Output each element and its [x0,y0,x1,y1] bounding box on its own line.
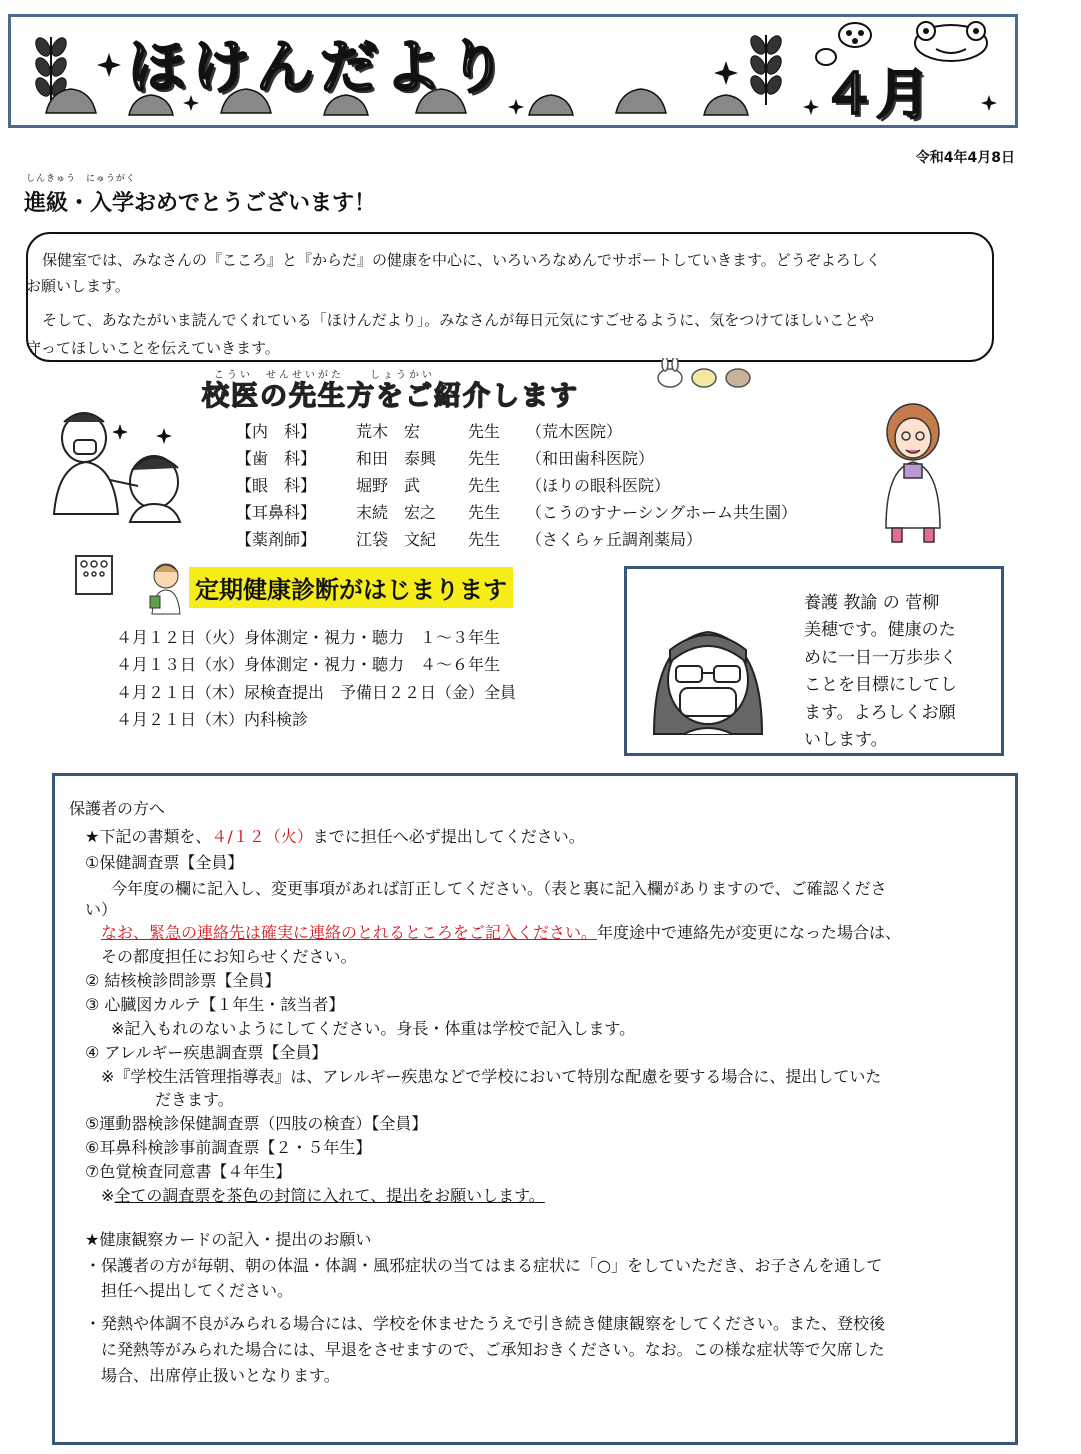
contact-change-note: 年度途中で連絡先が変更になった場合は、 [597,923,902,942]
doc-item-1-note: その都度担任にお知らせください。 [101,947,357,966]
doc-item-4: ④ アレルギー疾患調査票【全員】 [85,1043,328,1062]
doctor-honorific: 先生 [468,422,501,441]
issue-date: 令和4年4月8日 [915,150,1015,166]
doc-item-3: ③ 心臓図カルテ【１年生・該当者】 [85,995,345,1014]
doctor-name: 末続 宏之 [356,503,437,522]
doc-item-1-emergency [101,920,901,943]
intro-box [26,232,994,362]
doctor-name: 和田 泰興 [356,449,437,468]
doc-item-1-note: 今年度の欄に記入し、変更事項があれば訂正してください。（表と裏に記入欄がありますので、ご確認くださ [111,879,887,898]
nurse-icon [868,398,958,548]
doctor-honorific: 先生 [468,530,501,549]
card-heading: ★健康観察カードの記入・提出のお願い [85,1230,372,1249]
doctor-dept: 【耳鼻科】 [236,503,317,522]
doctor-name: 江袋 文紀 [356,530,437,549]
checkup-row: ４月２１日（木）尿検査提出 予備日２２日（金）全員 [116,683,517,702]
card-note: に発熱等がみられた場合には、早退をさせますので、ご承知おきください。なお。この様な症状等で欠席した [101,1340,885,1359]
doctor-clinic: （さくらヶ丘調剤薬局） [526,530,703,549]
doctor-title-ruby: こうい せんせいがた しょうかい [214,370,435,381]
teacher-icon [648,610,770,738]
checkup-row: ４月１３日（水）身体測定・視力・聴力 ４～６年生 [116,655,501,674]
doc-item-7: ⑦色覚検査同意書【４年生】 [85,1162,292,1181]
intro-line: そして、あなたがいま読んでくれている「ほけんだより」。みなさんが毎日元気にすごせるように、気をつけてほしいことや [42,311,875,329]
intro-line: 保健室では、みなさんの『こころ』と『からだ』の健康を中心に、いろいろなめんでサポートしていきます。どうぞよろしく [42,251,881,269]
doctor-honorific: 先生 [468,476,501,495]
student-icon [144,560,190,616]
parents-notice-box [52,773,1018,1445]
doctor-dept: 【歯 科】 [236,449,317,468]
doc-item-2: ② 結核検診問診票【全員】 [85,971,281,990]
banner-title: ほけんだより [128,33,513,101]
checkup-title: 定期健康診断がはじまります [189,567,513,608]
envelope-note [101,1183,545,1206]
doc-item-1: ①保健調査票【全員】 [85,853,244,872]
dentist-icon [44,404,194,524]
doc-item-4-note: だきます。 [155,1090,234,1109]
eye-chart-icon [72,552,118,598]
doc-item-3-note: ※記入もれのないようにしてください。身長・体重は学校で記入します。 [111,1019,636,1038]
card-note: ・発熱や体調不良がみられる場合には、学校を休ませたうえで引き続き健康観察をしてください。また、登校後 [85,1314,886,1333]
doctor-name: 堀野 武 [356,476,421,495]
card-note: 担任へ提出してください。 [101,1281,294,1300]
doctor-clinic: （こうのすナーシングホーム共生園） [526,503,797,522]
deadline-date: ４/１２（火） [211,827,313,846]
doc-item-5: ⑤運動器検診保健調査票（四肢の検査）【全員】 [85,1114,428,1133]
doctor-name: 荒木 宏 [356,422,421,441]
doctor-honorific: 先生 [468,503,501,522]
doctor-section-title: 校医の先生方をご紹介します [202,381,579,412]
nurse-intro-line: 美穂です。健康のた [804,620,956,640]
nurse-intro-line: ことを目標にしてし [804,675,957,695]
doctor-honorific: 先生 [468,449,501,468]
doctor-clinic: （荒木医院） [526,422,623,441]
checkup-row: ４月２１日（木）内科検診 [116,710,309,729]
doctor-clinic: （和田歯科医院） [526,449,655,468]
deadline-prefix: ★下記の書類を、 [85,827,212,846]
greeting-ruby: しんきゅう にゅうがく [26,174,136,184]
parents-heading: 保護者の方へ [69,799,166,818]
doc-item-1-note: い） [85,900,118,919]
doc-item-6: ⑥耳鼻科検診事前調査票【２・５年生】 [85,1138,372,1157]
deadline-line [85,824,585,847]
deadline-suffix: までに担任へ必ず提出してください。 [312,827,585,846]
envelope-note-text: 全ての調査票を茶色の封筒に入れて、提出をお願いします。 [114,1186,545,1205]
card-note: 場合、出席停止扱いとなります。 [101,1366,340,1385]
intro-line: 守ってほしいことを伝えていきます。 [26,339,280,357]
greeting-title: 進級・入学おめでとうございます！ [24,191,377,216]
banner-month: ４月 [822,63,930,126]
intro-line: お願いします。 [26,277,130,295]
nurse-intro-line: 養護 教諭 の 菅柳 [804,593,940,613]
doctor-clinic: （ほりの眼科医院） [526,476,671,495]
envelope-note-mark: ※ [101,1186,115,1205]
doc-item-4-note: ※『学校生活管理指導表』は、アレルギー疾患などで学校において特別な配慮を要する場合に、提出していた [101,1067,882,1086]
doctor-dept: 【薬剤師】 [236,530,317,549]
checkup-row: ４月１２日（火）身体測定・視力・聴力 １～３年生 [116,628,501,647]
nurse-intro-line: めに一日一万歩歩く [804,648,957,668]
nurse-intro-line: いします。 [804,730,888,750]
emergency-contact-note: なお、緊急の連絡先は確実に連絡のとれるところをご記入ください。 [101,923,598,942]
nurse-intro-line: ます。よろしくお願 [804,703,956,723]
card-note: ・保護者の方が毎朝、朝の体温・体調・風邪症状の当てはまる症状に「○」をしていただき、お子さんを通して [85,1256,883,1275]
doctor-dept: 【内 科】 [236,422,317,441]
bunny-icon [652,358,762,392]
doctor-dept: 【眼 科】 [236,476,317,495]
